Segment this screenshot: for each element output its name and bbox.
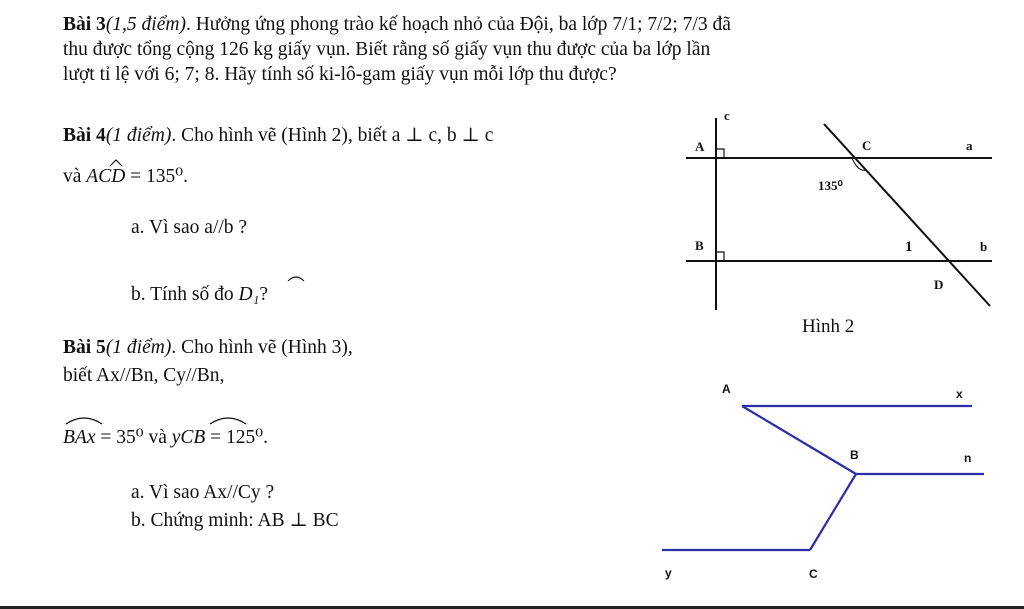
bai4-text1: . Cho hình vẽ (Hình 2), biết a ⊥ c, b ⊥ c [171,125,494,146]
label-B: B [695,238,704,253]
bai5-label: Bài 5 [63,337,106,358]
bai5-question-a: a. Vì sao Ax//Cy ? [131,482,275,503]
segment-ab [742,406,856,474]
label-angle-135: 135⁰ [818,178,843,193]
label-A3: A [722,382,731,396]
bai4-label: Bài 4 [63,125,106,146]
bai5-line2: biết Ax//Bn, Cy//Bn, [63,365,225,386]
bai5-question-b: b. Chứng minh: AB ⊥ BC [131,510,339,531]
segment-bc [810,474,856,550]
angle-bax: BAx [63,427,96,448]
bai3-label: Bài 3 [63,14,106,35]
angle-acd-value: = 135⁰. [125,166,188,187]
bai3-line2: thu được tổng cộng 126 kg giấy vụn. Biết rằng số giấy vụn thu được của ba lớp lần [63,39,711,60]
label-c: c [724,108,730,123]
bai4-question-a: a. Vì sao a//b ? [131,217,248,238]
angle-d1: D₁ [238,284,260,305]
label-D: D [934,277,944,292]
label-1: 1 [905,239,913,255]
angle-bax-value: = 35⁰ [95,427,144,448]
label-n: n [964,451,972,465]
label-C3: C [809,567,818,581]
label-a: a [966,138,973,153]
angle-ycb: yCB [171,427,206,448]
figure2-caption: Hình 2 [802,316,855,337]
bai3-points: (1,5 điểm) [105,14,186,35]
bai4-points: (1 điểm) [105,125,172,146]
bai4-and: và [63,166,87,187]
label-A: A [695,139,705,154]
label-B3: B [850,448,859,462]
bai5-text1: . Cho hình vẽ (Hình 3), [171,337,353,358]
angle-acd: ACD [86,166,126,187]
bai3-text1: . Hưởng ứng phong trào kế hoạch nhỏ của Đội, ba lớp 7/1; 7/2; 7/3 đã [185,14,731,35]
bai5-points: (1 điểm) [105,337,172,358]
bai5-conj: và [143,427,172,448]
label-b: b [980,239,988,254]
angle-ycb-value: = 125⁰. [205,427,268,448]
bai3-line3: lượt tỉ lệ với 6; 7; 8. Hãy tính số ki-lô-gam giấy vụn mỗi lớp thu được? [63,64,617,85]
label-x: x [956,387,963,401]
bai4-question-b: b. Tính số đo D₁? [131,284,268,305]
label-C: C [862,138,872,153]
label-y: y [665,566,672,580]
